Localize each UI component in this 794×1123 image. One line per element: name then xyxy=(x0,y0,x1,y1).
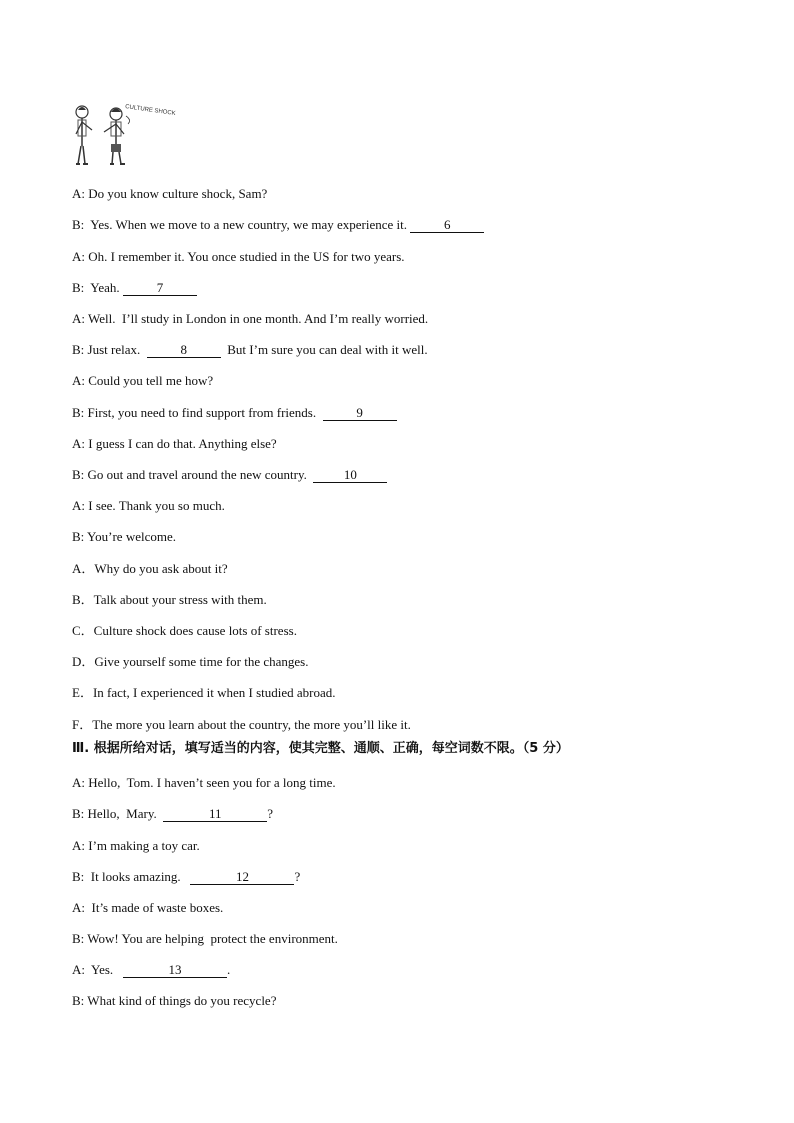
option-item: D．Give yourself some time for the changes. xyxy=(72,654,309,669)
dialogue-1-line xyxy=(72,249,405,265)
line-text: B: You’re welcome. xyxy=(72,529,176,544)
line-text: B: Yes. When we move to a new country, we may experience it. xyxy=(72,217,411,232)
answer-blank[interactable]: 7 xyxy=(123,281,197,296)
line-text: B: Hello, Mary. xyxy=(72,806,164,821)
line-text: A: Oh. I remember it. You once studied in the US for two years. xyxy=(72,249,405,264)
line-text: A: I see. Thank you so much. xyxy=(72,498,225,513)
option-item: A．Why do you ask about it? xyxy=(72,561,228,576)
dialogue-2-line xyxy=(72,993,276,1009)
dialogue-1-line xyxy=(72,311,428,327)
dialogue-1-line xyxy=(72,529,176,545)
line-text: A: Yes. xyxy=(72,962,123,977)
dialogue-2-line xyxy=(72,775,336,791)
option-item: E．In fact, I experienced it when I studied abroad. xyxy=(72,685,336,700)
line-text-after: ? xyxy=(267,806,274,821)
dialogue-1-line xyxy=(72,217,484,233)
dialogue-1-line xyxy=(72,405,397,421)
line-text-after: But I’m sure you can deal with it well. xyxy=(220,342,428,357)
line-text-after: . xyxy=(226,962,231,977)
option-item: B．Talk about your stress with them. xyxy=(72,592,267,607)
answer-blank[interactable]: 6 xyxy=(410,218,484,233)
line-text: A: I’m making a toy car. xyxy=(72,838,200,853)
answer-blank[interactable]: 10 xyxy=(313,468,387,483)
answer-blank[interactable]: 9 xyxy=(323,406,397,421)
answer-blank[interactable]: 13 xyxy=(123,963,227,978)
dialogue-1-line xyxy=(72,373,213,389)
line-text: A: Do you know culture shock, Sam? xyxy=(72,186,268,201)
dialogue-1-line xyxy=(72,467,387,483)
dialogue-1-line xyxy=(72,186,267,202)
line-text: B: First, you need to find support from friends. xyxy=(72,405,323,420)
line-text: B: Just relax. xyxy=(72,342,147,357)
dialogue-1-line xyxy=(72,342,428,358)
option-item: C．Culture shock does cause lots of stress. xyxy=(72,623,297,638)
dialogue-2-line xyxy=(72,962,230,978)
option-item: F．The more you learn about the country, the more you’ll like it. xyxy=(72,717,411,732)
dialogue-1-line xyxy=(72,436,277,452)
dialogue-2-line xyxy=(72,869,300,885)
line-text: B: What kind of things do you recycle? xyxy=(72,993,277,1008)
answer-blank[interactable]: 12 xyxy=(190,870,294,885)
line-text: A: I guess I can do that. Anything else? xyxy=(72,436,277,451)
line-text: A: Hello, Tom. I haven’t seen you for a long time. xyxy=(72,775,336,790)
dialogue-2-line xyxy=(72,806,273,822)
dialogue-2-line xyxy=(72,900,223,916)
line-text: A: Well. I’ll study in London in one month. And I’m really worried. xyxy=(72,311,429,326)
dialogue-2-line xyxy=(72,838,200,854)
answer-blank[interactable]: 8 xyxy=(147,343,221,358)
culture-shock-illustration xyxy=(70,100,176,170)
dialogue-1-line xyxy=(72,280,197,296)
line-text: A: Could you tell me how? xyxy=(72,373,214,388)
illustration-caption: CULTURE SHOCK xyxy=(124,104,176,118)
section-3-heading: Ⅲ. 根据所给对话，填写适当的内容，使其完整、通顺、正确，每空词数不限。（5 分） xyxy=(72,741,569,756)
answer-blank[interactable]: 11 xyxy=(163,807,267,822)
line-text-after: ? xyxy=(294,869,301,884)
dialogue-2-line xyxy=(72,931,338,947)
line-text: B: It looks amazing. xyxy=(72,869,191,884)
line-text: A: It’s made of waste boxes. xyxy=(72,900,224,915)
line-text: B: Wow! You are helping protect the environment. xyxy=(72,931,338,946)
line-text: B: Go out and travel around the new country. xyxy=(72,467,314,482)
dialogue-1-line xyxy=(72,498,225,514)
line-text: B: Yeah. xyxy=(72,280,123,295)
